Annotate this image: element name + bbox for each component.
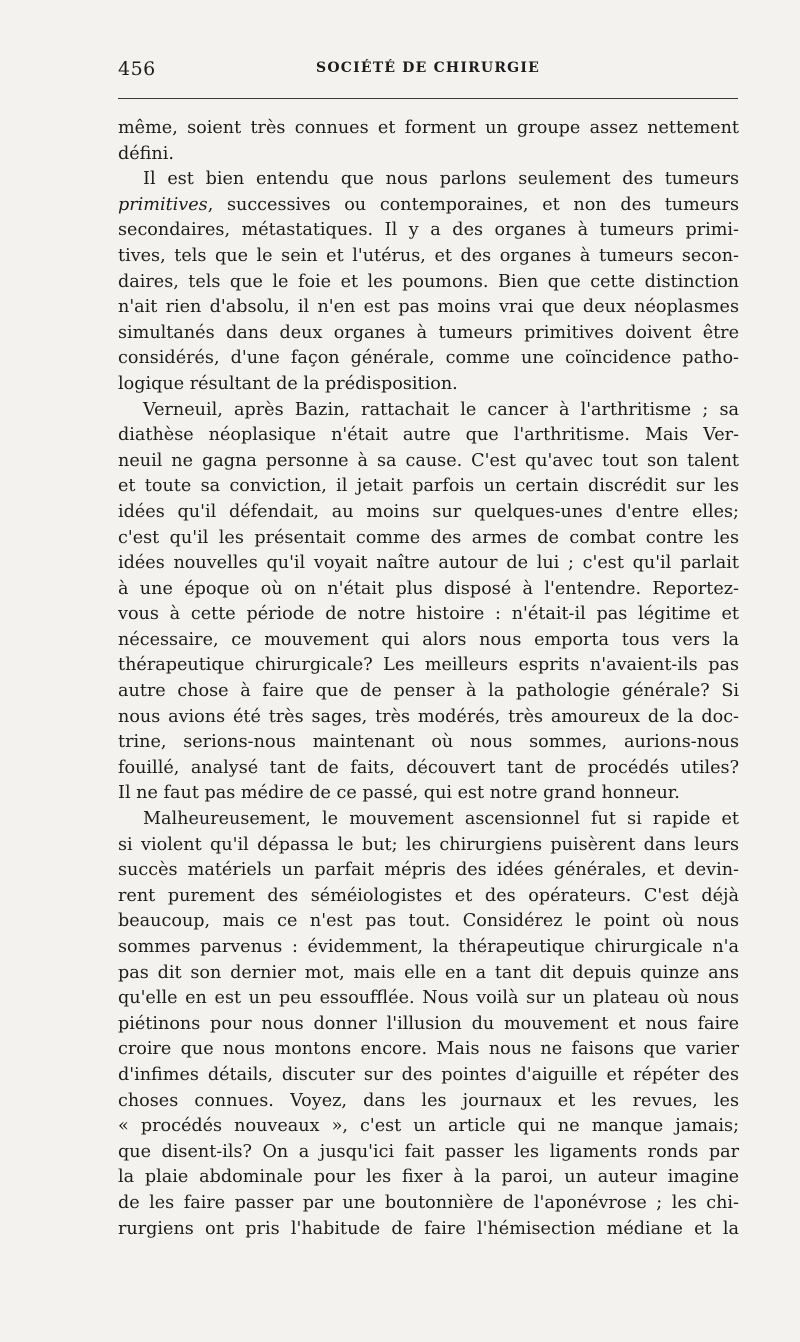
text-line: sommes parvenus : évidemment, la thérapeutique chirurgicale n'a (118, 937, 739, 957)
text-line: qu'elle en est un peu essoufflée. Nous voilà sur un plateau où nous (118, 988, 739, 1009)
text-line: défini. (118, 143, 174, 164)
text-line: primitives, successives ou contemporaines, et non des tumeurs (118, 194, 739, 215)
text-line: n'ait rien d'absolu, il n'en est pas moins vrai que deux néoplasmes (118, 297, 739, 318)
text-line: trine, serions-nous maintenant où nous sommes, aurions-nous (118, 732, 739, 753)
text-line: croire que nous montons encore. Mais nous ne faisons que varier (118, 1039, 739, 1060)
text-line: vous à cette période de notre histoire : n'était-il pas légitime et (118, 604, 739, 625)
text-line: considérés, d'une façon générale, comme une coïncidence patho- (118, 348, 739, 369)
running-title: SOCIÉTÉ DE CHIRURGIE (316, 60, 540, 76)
text-line: la plaie abdominale pour les fixer à la paroi, un auteur imagine (118, 1167, 739, 1188)
italic-word: primitives (118, 194, 208, 215)
header-rule (118, 98, 738, 99)
text-line: succès matériels un parfait mépris des idées générales, et devin- (118, 860, 739, 881)
text-line: logique résultant de la prédisposition. (118, 373, 458, 394)
text-line: beaucoup, mais ce n'est pas tout. Considérez le point où nous (118, 911, 739, 932)
text-line: pas dit son dernier mot, mais elle en a tant dit depuis quinze ans (118, 962, 739, 983)
text-line: si violent qu'il dépassa le but; les chirurgiens puisèrent dans leurs (118, 834, 739, 855)
text-line: diathèse néoplasique n'était autre que l'arthritisme. Mais Ver- (118, 425, 739, 446)
text-line: idées nouvelles qu'il voyait naître autour de lui ; c'est qu'il parlait (118, 553, 739, 574)
text-line: tives, tels que le sein et l'utérus, et des organes à tumeurs secon- (118, 245, 739, 266)
text-line: simultanés dans deux organes à tumeurs primitives doivent être (118, 322, 739, 343)
text-line: neuil ne gagna personne à sa cause. C'est qu'avec tout son talent (118, 450, 739, 471)
text-line: choses connues. Voyez, dans les journaux et les revues, les (118, 1090, 739, 1111)
text-line: Malheureusement, le mouvement ascensionnel fut si rapide et (143, 809, 739, 830)
page-number: 456 (118, 58, 156, 80)
text-line: à une époque où on n'était plus disposé à l'entendre. Reportez- (118, 578, 739, 599)
text-line: rurgiens ont pris l'habitude de faire l'hémisection médiane et la (118, 1218, 739, 1239)
text-line: fouillé, analysé tant de faits, découvert tant de procédés utiles? (118, 757, 739, 778)
text-line: Il est bien entendu que nous parlons seulement des tumeurs (143, 169, 739, 190)
text-line: piétinons pour nous donner l'illusion du mouvement et nous faire (118, 1013, 739, 1034)
body-text (118, 116, 739, 1242)
text-line: nécessaire, ce mouvement qui alors nous emporta tous vers la (118, 629, 739, 650)
text-line: que disent-ils? On a jusqu'ici fait passer les ligaments ronds par (118, 1141, 739, 1162)
text-line: d'infimes détails, discuter sur des pointes d'aiguille et répéter des (118, 1064, 739, 1085)
text-line: idées qu'il défendait, au moins sur quelques-unes d'entre elles; (118, 501, 739, 522)
text-line: rent purement des séméiologistes et des opérateurs. C'est déjà (118, 885, 739, 906)
text-line: même, soient très connues et forment un groupe assez nettement (118, 118, 739, 138)
text-line: daires, tels que le foie et les poumons. Bien que cette distinction (118, 271, 739, 292)
text-line: « procédés nouveaux », c'est un article qui ne manque jamais; (118, 1116, 739, 1137)
text-line: autre chose à faire que de penser à la pathologie générale? Si (118, 681, 739, 702)
text-line: thérapeutique chirurgicale? Les meilleurs esprits n'avaient-ils pas (118, 655, 739, 676)
page-header (118, 58, 738, 88)
text-line: et toute sa conviction, il jetait parfois un certain discrédit sur les (118, 476, 739, 497)
text-line: Verneuil, après Bazin, rattachait le cancer à l'arthritisme ; sa (143, 399, 739, 420)
text-line: c'est qu'il les présentait comme des armes de combat contre les (118, 527, 739, 548)
text-line: nous avions été très sages, très modérés, très amoureux de la doc- (118, 706, 739, 727)
text-line: secondaires, métastatiques. Il y a des organes à tumeurs primi- (118, 220, 739, 241)
text-line: de les faire passer par une boutonnière de l'aponévrose ; les chi- (118, 1192, 739, 1213)
text-line: Il ne faut pas médire de ce passé, qui est notre grand honneur. (118, 783, 680, 804)
